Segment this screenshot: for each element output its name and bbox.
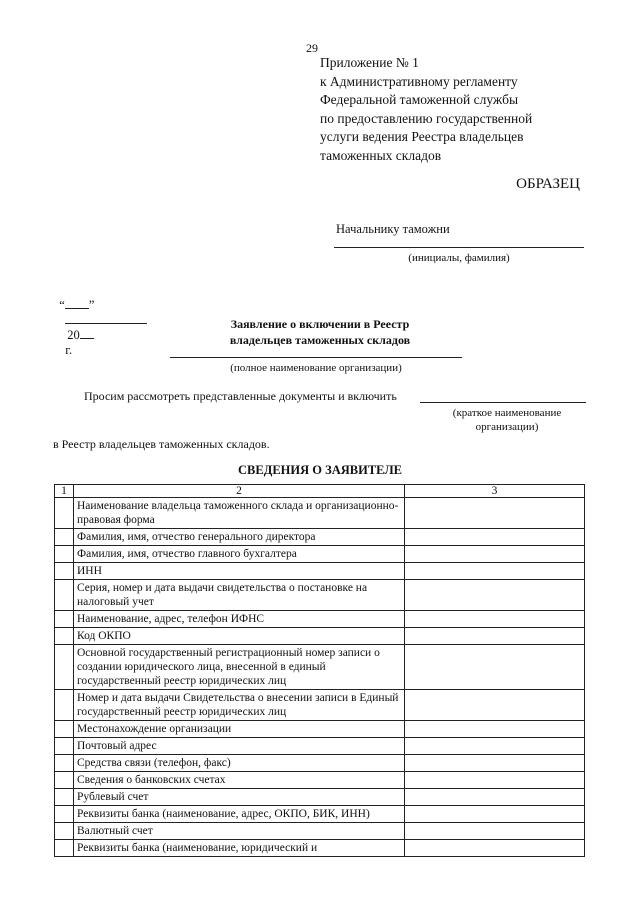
table-row [55, 823, 585, 840]
field-value-cell[interactable] [405, 498, 585, 529]
column-header: 1 [55, 485, 74, 498]
table-row [55, 738, 585, 755]
sample-label: ОБРАЗЕЦ [516, 176, 580, 192]
row-number-cell [55, 628, 74, 645]
recipient-label: Начальнику таможни [336, 222, 450, 236]
section-title: СВЕДЕНИЯ О ЗАЯВИТЕЛЕ [238, 463, 402, 477]
table-row [55, 546, 585, 563]
row-number-cell [55, 563, 74, 580]
field-value-cell[interactable] [405, 611, 585, 628]
table-header-row [55, 485, 585, 498]
field-label-cell: Сведения о банковских счетах [74, 772, 405, 789]
table-row [55, 580, 585, 611]
field-value-cell[interactable] [405, 806, 585, 823]
field-value-cell[interactable] [405, 738, 585, 755]
field-value-cell[interactable] [405, 690, 585, 721]
table-row [55, 690, 585, 721]
row-number-cell [55, 738, 74, 755]
table-row [55, 789, 585, 806]
row-number-cell [55, 789, 74, 806]
document-title [0, 316, 640, 348]
table-row [55, 498, 585, 529]
registry-line: в Реестр владельцев таможенных складов. [53, 437, 270, 451]
org-caption: (полное наименование организации) [230, 362, 402, 374]
row-number-cell [55, 721, 74, 738]
short-name-line [420, 402, 586, 403]
appendix-header [320, 54, 532, 166]
field-label-cell: Местонахождение организации [74, 721, 405, 738]
row-number-cell [55, 580, 74, 611]
field-label-cell: Валютный счет [74, 823, 405, 840]
date-day-blank [65, 308, 89, 309]
field-label-cell: Рублевый счет [74, 789, 405, 806]
appendix-line: Федеральной таможенной службы [320, 92, 519, 108]
org-name-line [170, 357, 462, 358]
recipient-caption: (инициалы, фамилия) [408, 252, 510, 264]
date-close-quote: ” [88, 298, 95, 312]
caption-line: (краткое наименование [452, 407, 562, 419]
short-name-caption [437, 406, 577, 434]
appendix-line: услуги ведения Реестра владельцев [320, 129, 524, 145]
table-row [55, 611, 585, 628]
row-number-cell [55, 823, 74, 840]
field-value-cell[interactable] [405, 563, 585, 580]
row-number-cell [55, 498, 74, 529]
field-label-cell: Фамилия, имя, отчество генерального директора [74, 529, 405, 546]
field-value-cell[interactable] [405, 529, 585, 546]
field-value-cell[interactable] [405, 755, 585, 772]
field-value-cell[interactable] [405, 772, 585, 789]
column-header: 3 [405, 485, 585, 498]
row-number-cell [55, 690, 74, 721]
field-label-cell: Наименование, адрес, телефон ИФНС [74, 611, 405, 628]
table-row [55, 772, 585, 789]
row-number-cell [55, 529, 74, 546]
field-label-cell: Серия, номер и дата выдачи свидетельства о постановке на налоговый учет [74, 580, 405, 611]
date-year-prefix: 20 [67, 328, 80, 342]
field-value-cell[interactable] [405, 628, 585, 645]
field-label-cell: Основной государственный регистрационный номер записи о создании юридического лица, внесенной в единый государственный реестр юридических лиц [74, 645, 405, 690]
field-value-cell[interactable] [405, 580, 585, 611]
row-number-cell [55, 546, 74, 563]
row-number-cell [55, 611, 74, 628]
table-row [55, 806, 585, 823]
table-row [55, 721, 585, 738]
row-number-cell [55, 840, 74, 857]
field-label-cell: Фамилия, имя, отчество главного бухгалтера [74, 546, 405, 563]
row-number-cell [55, 645, 74, 690]
field-label-cell: Код ОКПО [74, 628, 405, 645]
field-value-cell[interactable] [405, 789, 585, 806]
field-label-cell: Реквизиты банка (наименование, адрес, ОКПО, БИК, ИНН) [74, 806, 405, 823]
field-label-cell: Наименование владельца таможенного склада и организационно-правовая форма [74, 498, 405, 529]
applicant-info-table [54, 484, 585, 857]
field-value-cell[interactable] [405, 840, 585, 857]
appendix-line: таможенных складов [320, 147, 442, 163]
field-label-cell: Номер и дата выдачи Свидетельства о внесении записи в Единый государственный реестр юридических лиц [74, 690, 405, 721]
field-value-cell[interactable] [405, 546, 585, 563]
row-number-cell [55, 755, 74, 772]
appendix-line: по предоставлению государственной [320, 110, 533, 126]
request-text: Просим рассмотреть представленные документы и включить [84, 389, 397, 403]
title-line: владельцев таможенных складов [229, 333, 411, 347]
field-value-cell[interactable] [405, 823, 585, 840]
table-row [55, 628, 585, 645]
date-open-quote: “ [59, 298, 65, 312]
row-number-cell [55, 806, 74, 823]
column-header: 2 [74, 485, 405, 498]
table-row [55, 840, 585, 857]
table-row [55, 755, 585, 772]
caption-line: организации) [475, 421, 539, 433]
field-value-cell[interactable] [405, 645, 585, 690]
appendix-line: к Административному регламенту [320, 73, 518, 89]
field-label-cell: Средства связи (телефон, факс) [74, 755, 405, 772]
field-label-cell: Реквизиты банка (наименование, юридический и [74, 840, 405, 857]
title-line: Заявление о включении в Реестр [230, 317, 410, 331]
appendix-line: Приложение № 1 [320, 55, 419, 70]
table-row [55, 563, 585, 580]
row-number-cell [55, 772, 74, 789]
table-row [55, 529, 585, 546]
field-label-cell: ИНН [74, 563, 405, 580]
table-row [55, 645, 585, 690]
field-value-cell[interactable] [405, 721, 585, 738]
recipient-name-line [334, 247, 584, 248]
page-number: 29 [306, 41, 318, 55]
date-year-suffix: г. [65, 343, 73, 357]
field-label-cell: Почтовый адрес [74, 738, 405, 755]
